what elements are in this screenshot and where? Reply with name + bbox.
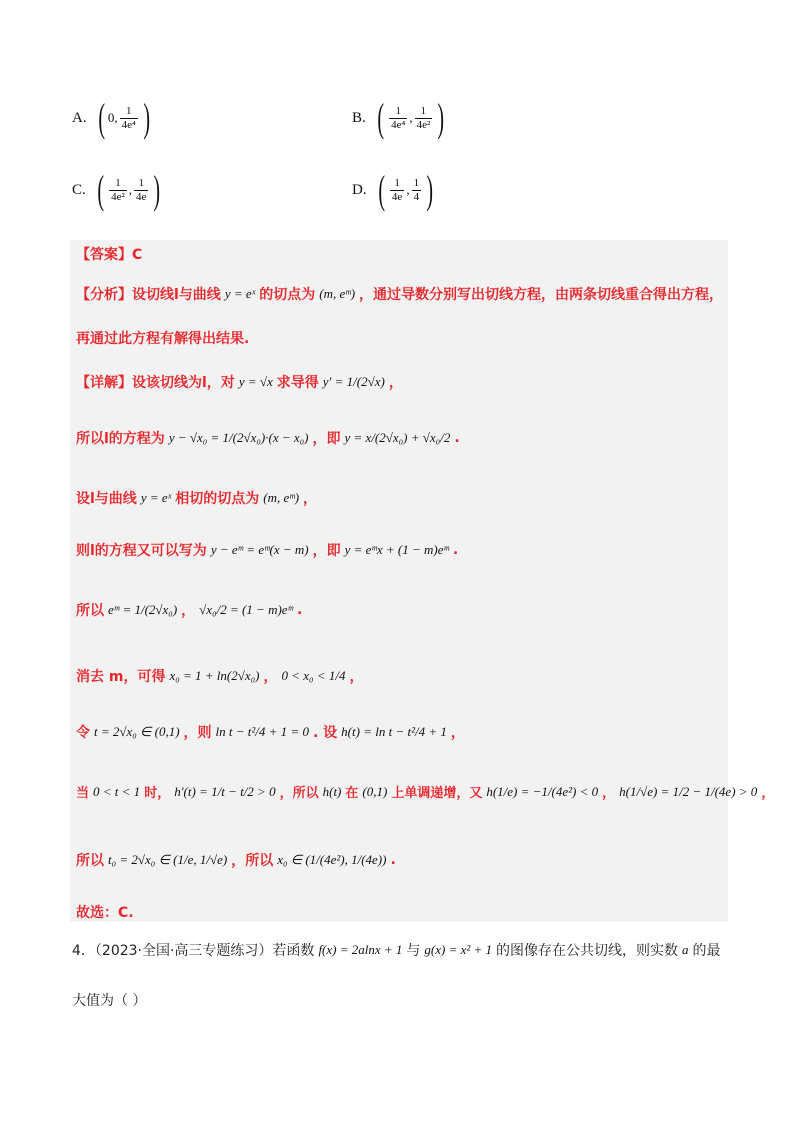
analysis-line-1: 【分析】设切线l与曲线 y = eˣ 的切点为 (m, eᵐ) ，通过导数分别写出切线方程，由两条切线重合得出方程， bbox=[76, 286, 724, 303]
option-c[interactable] bbox=[72, 167, 164, 212]
detail-line-1: 【详解】设该切线为l，对 y = √x 求导得 y′ = 1/(2√x) ， bbox=[76, 374, 403, 391]
detail-line-6: 消去 m，可得 x₀ = 1 + ln(2√x₀) ， 0 < x₀ < 1/4 ， bbox=[76, 668, 364, 685]
detail-line-2: 所以l的方程为 y − √x₀ = 1/(2√x₀)·(x − x₀) ，即 y = x/(2√x₀) + √x₀/2 . bbox=[76, 430, 460, 447]
answer-line: 【答案】C bbox=[76, 247, 143, 263]
question-4-line-1: 4．（2023·全国·高三专题练习）若函数 f(x) = 2alnx + 1 与 g(x) = x² + 1 的图像存在公共切线，则实数 a 的最 bbox=[72, 942, 721, 959]
option-value: ( $\frac{1}{4e}$ , $\frac{1}{4}$ ) bbox=[377, 167, 434, 212]
question-4-line-2: 大值为（ ） bbox=[72, 993, 147, 1009]
option-a[interactable] bbox=[72, 95, 153, 140]
option-value: ( 0, $\frac{1}{\text{4e⁴}}$ ) bbox=[97, 95, 150, 140]
option-d[interactable] bbox=[352, 167, 436, 212]
option-letter: B. bbox=[352, 109, 366, 126]
detail-line-4: 则l的方程又可以写为 y − eᵐ = eᵐ(x − m) ，即 y = eᵐx + (1 − m)eᵐ . bbox=[76, 542, 459, 559]
detail-line-8: 当 0 < t < 1 时， h′(t) = 1/t − t/2 > 0 ，所以 h(t) 在 (0,1) 上单调递增，又 h(1/e) = −1/(4e²) < 0 ， h(1/√e) = 1/2 − 1/(4e) > 0 ， bbox=[76, 783, 775, 801]
detail-line-5: 所以 eᵐ = 1/(2√x₀) ， √x₀/2 = (1 − m)eᵐ . bbox=[76, 602, 303, 619]
option-letter: C. bbox=[72, 181, 86, 198]
option-letter: D. bbox=[352, 181, 367, 198]
analysis-line-2: 再通过此方程有解得出结果. bbox=[76, 331, 250, 347]
option-letter: A. bbox=[72, 109, 87, 126]
option-b[interactable] bbox=[352, 95, 448, 140]
final-choice: 故选：C. bbox=[76, 905, 134, 921]
detail-line-9: 所以 t₀ = 2√x₀ ∈ (1/e, 1/√e) ，所以 x₀ ∈ (1/(4e²), 1/(4e)) . bbox=[76, 852, 396, 869]
option-value: ( $\frac{1}{\text{4e⁴}}$ , $\frac{1}{\text{4e²}}$ ) bbox=[377, 95, 445, 140]
detail-line-7: 令 t = 2√x₀ ∈ (0,1) ，则 ln t − t²/4 + 1 = 0 . 设 h(t) = ln t − t²/4 + 1 ， bbox=[76, 724, 465, 741]
option-value: ( $\frac{1}{\text{4e²}}$ , $\frac{1}{4e}$ ) bbox=[97, 167, 161, 212]
detail-line-3: 设l与曲线 y = eˣ 相切的切点为 (m, eᵐ) ， bbox=[76, 490, 318, 507]
